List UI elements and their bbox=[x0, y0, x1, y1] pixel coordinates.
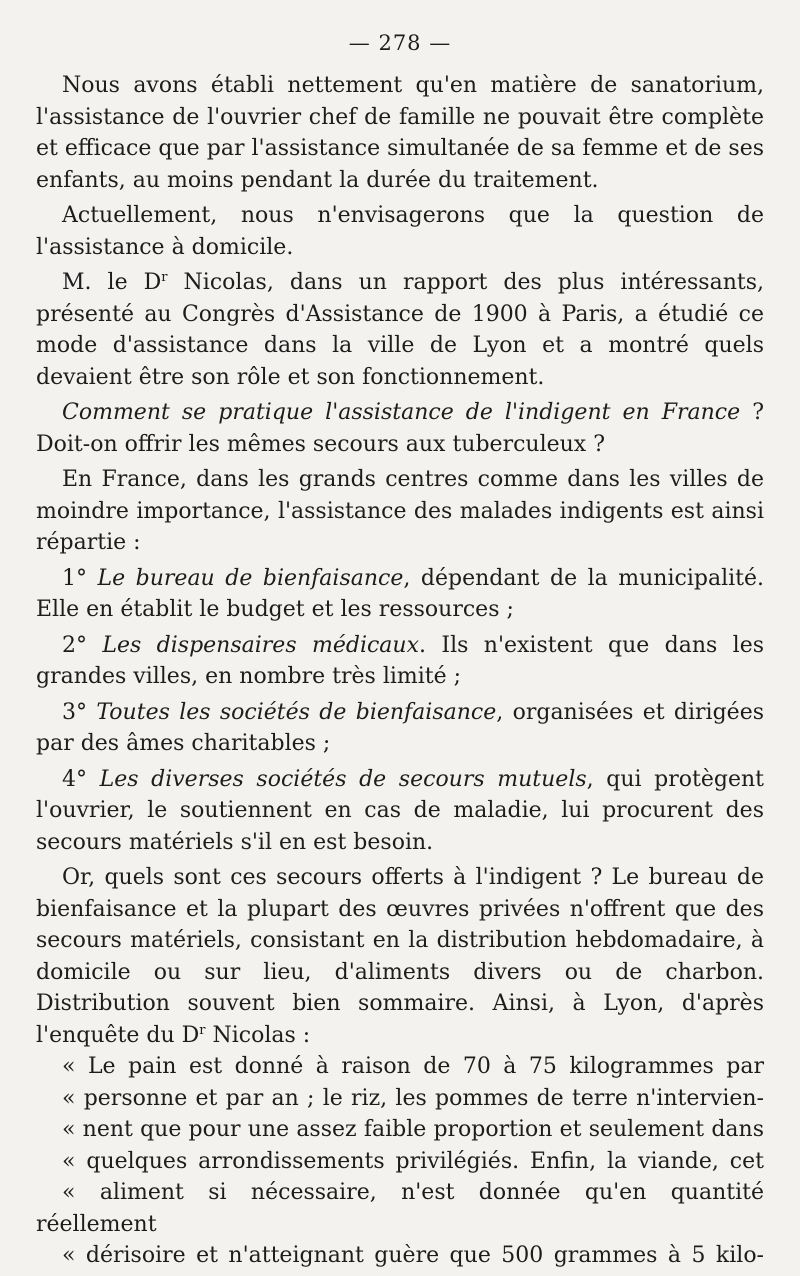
secours-text-end: Nicolas : bbox=[205, 1022, 311, 1048]
paragraph-repartition: En France, dans les grands centres comme dans les villes de moindre importance, l'assistance des malades indigents est ainsi répartie : bbox=[36, 467, 764, 555]
list-item-dispensaires bbox=[36, 630, 764, 693]
quotation-block bbox=[36, 1051, 764, 1272]
paragraph-sanatorium: Nous avons établi nettement qu'en matière de sanatorium, l'assistance de l'ouvrier chef de famille ne pouvait être complète et efficace que par l'assistance simultanée de sa femme et de ses enfants, au moins pendant la durée du traitement. bbox=[36, 73, 764, 193]
paragraph-dr-nicolas bbox=[36, 267, 764, 393]
list-item-title: Toutes les sociétés de bienfaisance bbox=[96, 699, 497, 725]
list-item-text: . Ils n'existent que dans les grandes villes, en nombre très limité ; bbox=[36, 632, 765, 689]
list-item-secours-mutuels bbox=[36, 764, 764, 859]
secours-text: Or, quels sont ces secours offerts à l'indigent ? Le bureau de bienfaisance et la plupart des œuvres privées n'offrent que des secours matériels, consistant en la distribution hebdomadaire, à domicile ou sur lieu, d'aliments divers ou de charbon. Distribution souvent bien sommaire. Ainsi, à Lyon, d'après l'enquête du D bbox=[36, 865, 764, 1048]
quotation-line: « quelques arrondissements privilégiés. Enfin, la viande, cet bbox=[62, 1148, 764, 1174]
quotation-line: « dérisoire et n'atteignant guère que 500 grammes à 5 kilo- bbox=[62, 1243, 764, 1268]
list-number: 4° bbox=[62, 766, 87, 792]
question-rest: ? Doit-on offrir les mêmes secours aux tuberculeux ? bbox=[36, 400, 765, 457]
paragraph-secours-offerts bbox=[36, 862, 764, 1051]
list-number: 2° bbox=[62, 632, 87, 658]
quotation-line: « Le pain est donné à raison de 70 à 75 kilogrammes par bbox=[62, 1054, 764, 1079]
list-item-text: , organisées et dirigées par des âmes charitables ; bbox=[36, 699, 764, 756]
list-item-societes-bienfaisance bbox=[36, 697, 764, 760]
page-number: — 278 — bbox=[348, 31, 452, 55]
dr-superscript: r bbox=[161, 270, 168, 285]
list-item-title: Le bureau de bienfaisance bbox=[97, 565, 404, 591]
list-item-title: Les dispensaires médicaux bbox=[102, 632, 420, 658]
question-italic: Comment se pratique l'assistance de l'indigent en France bbox=[62, 400, 741, 425]
paragraph-question bbox=[36, 397, 764, 460]
paragraph-assistance-domicile: Actuellement, nous n'envisagerons que la question de l'assistance à domicile. bbox=[36, 203, 764, 260]
quotation-line: « aliment si nécessaire, n'est donnée qu'en quantité réellement bbox=[36, 1180, 764, 1237]
list-number: 1° bbox=[62, 565, 87, 591]
list-item-title: Les diverses sociétés de secours mutuels bbox=[99, 766, 587, 792]
list-item-bureau bbox=[36, 563, 764, 626]
quotation-line: « nent que pour une assez faible proportion et seulement dans bbox=[62, 1117, 764, 1142]
list-number: 3° bbox=[62, 699, 87, 725]
quotation-line: « personne et par an ; le riz, les pommes de terre n'intervien- bbox=[62, 1085, 764, 1111]
dr-prefix: M. le D bbox=[62, 270, 162, 295]
dr-superscript: r bbox=[199, 1022, 206, 1038]
list-item-text: , dépendant de la municipalité. Elle en établit le budget et les ressources ; bbox=[36, 565, 764, 622]
body-text bbox=[36, 70, 764, 1272]
list-item-text: , qui protègent l'ouvrier, le soutiennent en cas de maladie, lui procurent des secours matériels s'il en est besoin. bbox=[36, 766, 764, 855]
dr-rapport-text: Nicolas, dans un rapport des plus intéressants, présenté au Congrès d'Assistance de 1900 à Paris, a étudié ce mode d'assistance dans la ville de Lyon et a montré quels devaient être son rôle et son fonctionnement. bbox=[36, 270, 765, 390]
